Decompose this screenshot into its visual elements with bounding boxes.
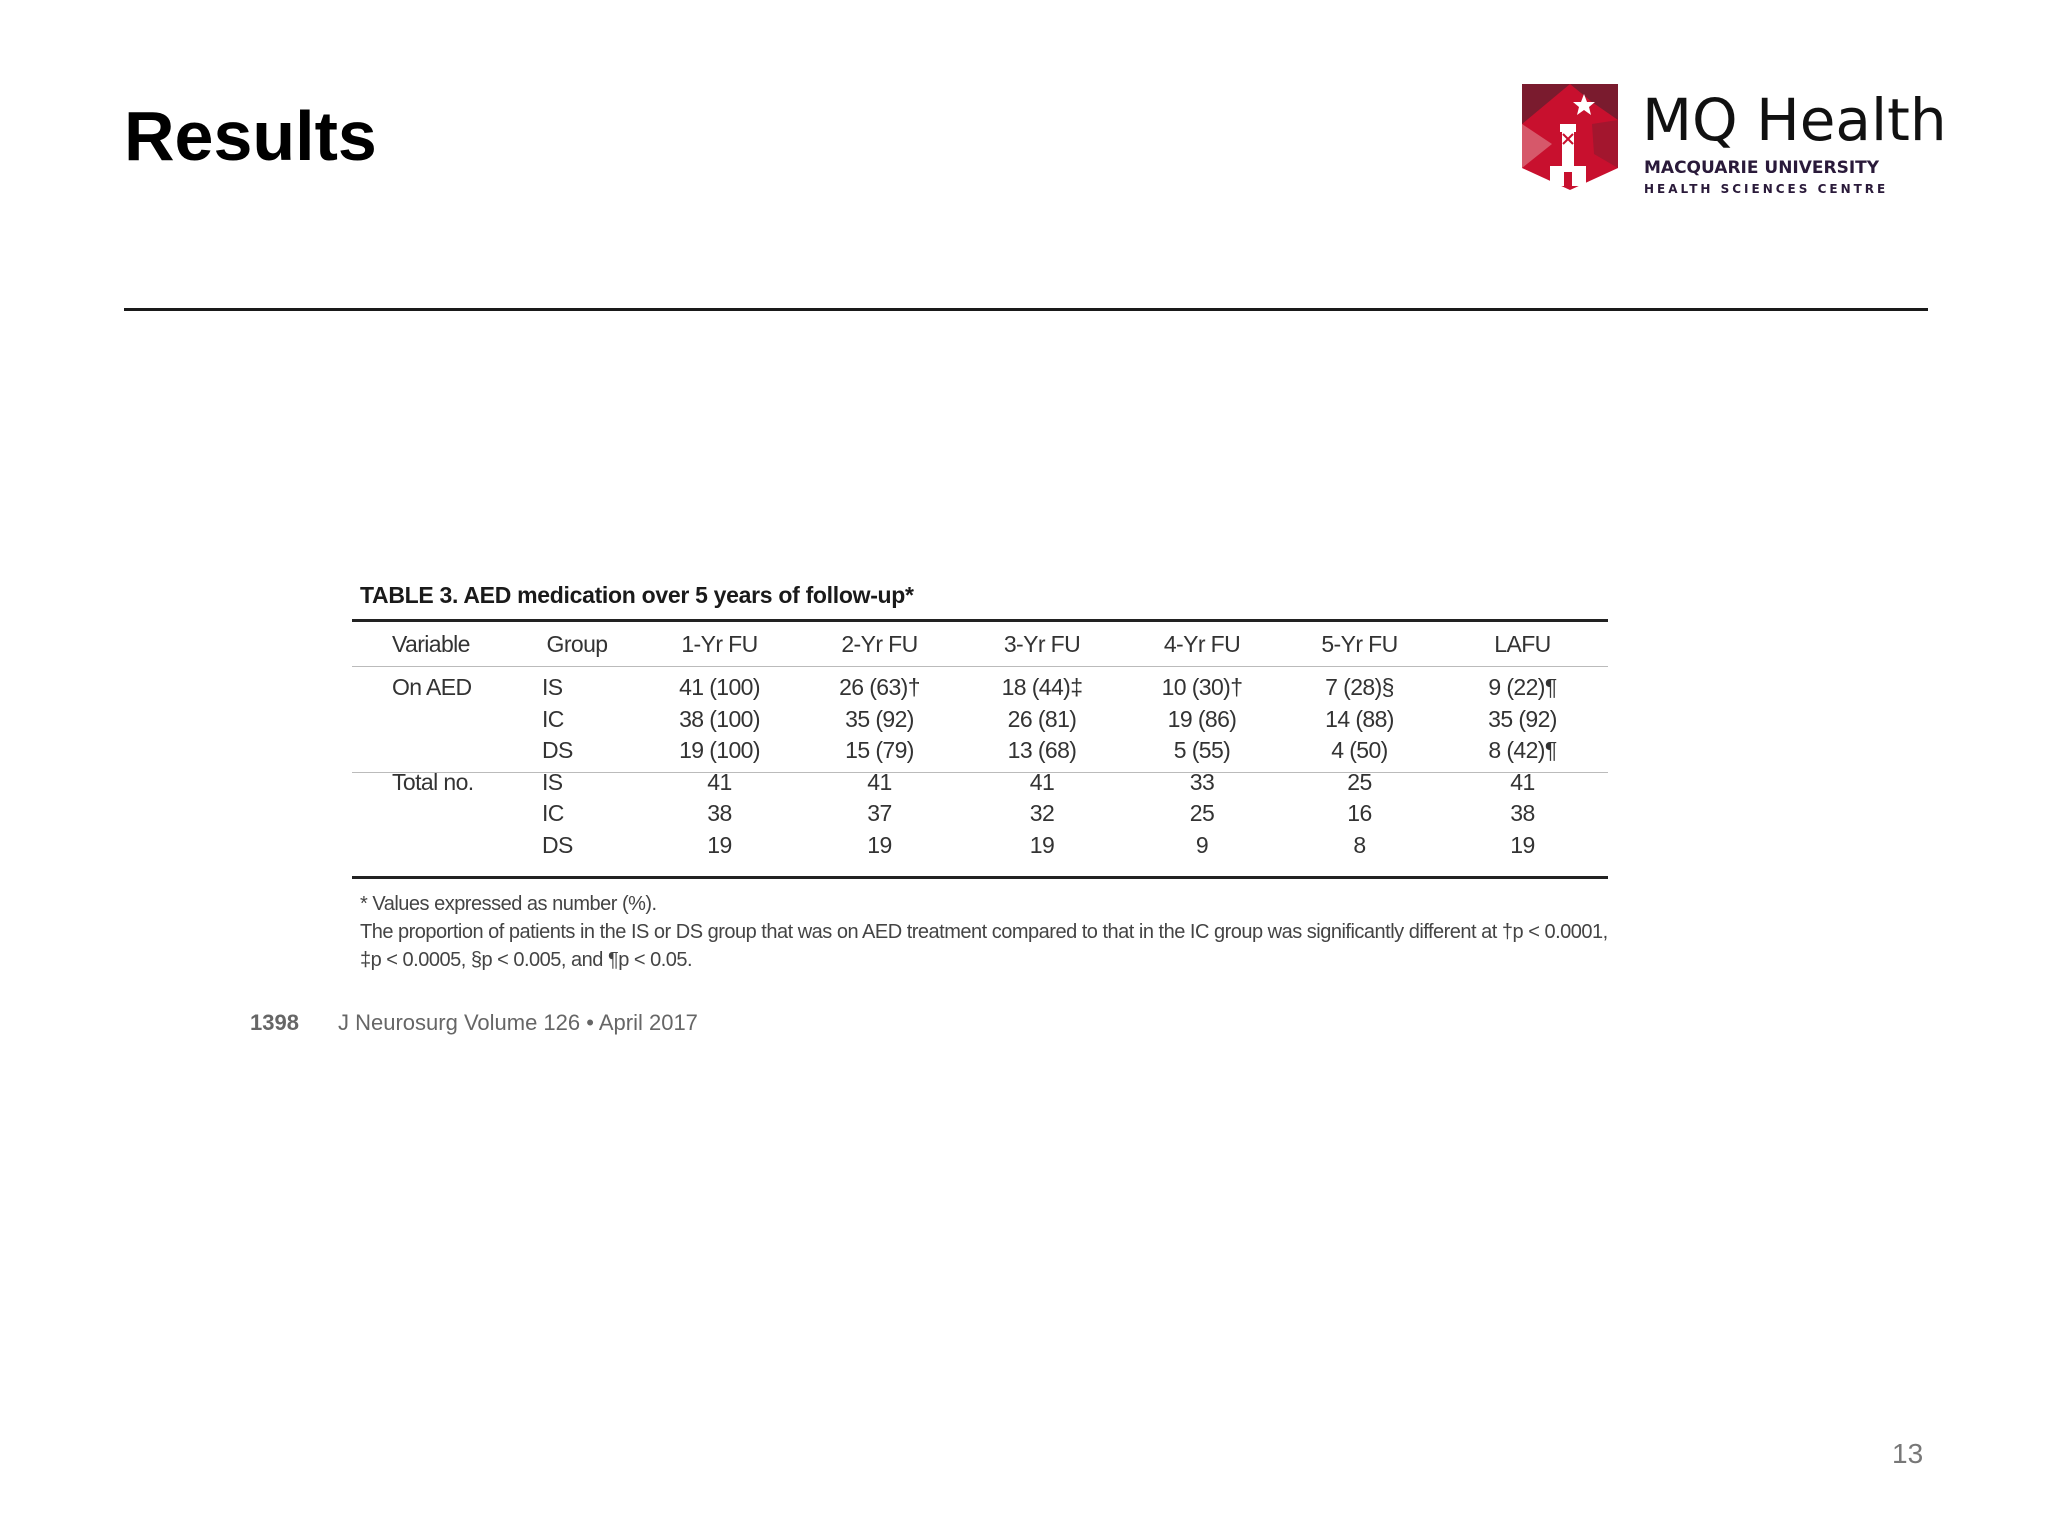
value-cell: 19 [1510, 831, 1535, 858]
value-cell: 8 [1353, 831, 1366, 858]
cropped-page-number: 1398 [250, 1010, 299, 1035]
logo-subtitle-university: MACQUARIE UNIVERSITY [1644, 158, 1880, 178]
value-cell: 19 [867, 831, 892, 858]
value-cell: 35 (92) [1488, 705, 1557, 732]
value-cell: 35 (92) [845, 705, 914, 732]
column-header: 1-Yr FU [681, 630, 758, 657]
column-header: 2-Yr FU [841, 630, 918, 657]
mq-shield-lighthouse-icon [1522, 84, 1618, 190]
variable-cell: On AED [392, 674, 472, 700]
cropped-journal-line: J Neurosurg Volume 126 • April 2017 [338, 1010, 698, 1035]
variable-cell: Total no. [392, 768, 474, 795]
footnote-significance: The proportion of patients in the IS or DS group that was on AED treatment compared to that in the IC group was significantly different at †p < 0.0001, ‡p < 0.0005, §p < 0.005, and ¶p < 0.05. [360, 921, 1608, 971]
value-cell: 5 (55) [1173, 737, 1231, 763]
value-cell: 8 (42)¶ [1488, 737, 1557, 763]
table-row [352, 672, 1608, 704]
title-divider [124, 308, 1928, 311]
value-cell: 19 [707, 831, 732, 858]
logo-name: MQ Health [1642, 86, 1947, 154]
value-cell: 19 (100) [679, 737, 760, 763]
column-header: Group [546, 630, 608, 657]
group-cell: IS [542, 768, 563, 795]
table-row [352, 704, 1608, 736]
value-cell: 38 [707, 800, 732, 826]
table-top-rule [352, 619, 1608, 622]
mq-health-logo [1522, 84, 1947, 204]
value-cell: 41 [707, 768, 732, 795]
column-header: 5-Yr FU [1321, 630, 1398, 657]
value-cell: 41 [867, 768, 892, 795]
value-cell: 33 [1189, 768, 1215, 795]
group-cell: IS [542, 674, 563, 700]
table-bottom-rule [352, 876, 1608, 879]
value-cell: 38 [1510, 800, 1535, 826]
table-row [352, 735, 1608, 767]
slide-page-number: 13 [1892, 1438, 1924, 1469]
value-cell: 26 (63)† [839, 674, 920, 700]
value-cell: 41 [1510, 768, 1535, 795]
value-cell: 19 [1029, 831, 1055, 858]
value-cell: 16 [1347, 800, 1372, 826]
group-cell: IC [542, 800, 564, 826]
value-cell: 4 (50) [1331, 737, 1388, 763]
aed-table [352, 624, 1608, 861]
slide-title: Results [124, 97, 377, 175]
value-cell: 25 [1189, 800, 1215, 826]
group-cell: DS [542, 831, 573, 858]
table-header-row [352, 624, 1608, 664]
value-cell: 41 (100) [679, 674, 760, 700]
column-header: Variable [392, 630, 470, 657]
table-row [352, 767, 1608, 799]
value-cell: 25 [1347, 768, 1372, 795]
footnote-values: * Values expressed as number (%). [360, 893, 657, 915]
value-cell: 19 (86) [1167, 705, 1237, 732]
value-cell: 37 [867, 800, 892, 826]
table-row [352, 798, 1608, 830]
value-cell: 14 (88) [1325, 705, 1394, 732]
value-cell: 26 (81) [1007, 705, 1077, 732]
group-cell: IC [542, 705, 564, 732]
column-header: 3-Yr FU [1003, 630, 1081, 657]
table-footnotes [360, 890, 1610, 974]
table-caption: TABLE 3. AED medication over 5 years of follow-up* [360, 582, 914, 608]
value-cell: 32 [1029, 800, 1055, 826]
table-excerpt [248, 568, 1638, 1035]
table-row [352, 830, 1608, 862]
value-cell: 9 [1195, 831, 1209, 858]
logo-subtitle-centre: HEALTH SCIENCES CENTRE [1644, 182, 1889, 196]
value-cell: 38 (100) [679, 705, 760, 732]
column-header: LAFU [1494, 630, 1551, 657]
value-cell: 15 (79) [845, 737, 914, 763]
column-header: 4-Yr FU [1163, 630, 1241, 657]
value-cell: 10 (30)† [1161, 674, 1243, 700]
value-cell: 9 (22)¶ [1488, 674, 1557, 700]
value-cell: 7 (28)§ [1325, 674, 1394, 700]
group-cell: DS [542, 737, 573, 763]
value-cell: 41 [1029, 768, 1055, 795]
value-cell: 13 (68) [1007, 737, 1077, 763]
cropped-page-footer [248, 1006, 1638, 1035]
value-cell: 18 (44)‡ [1001, 674, 1083, 700]
